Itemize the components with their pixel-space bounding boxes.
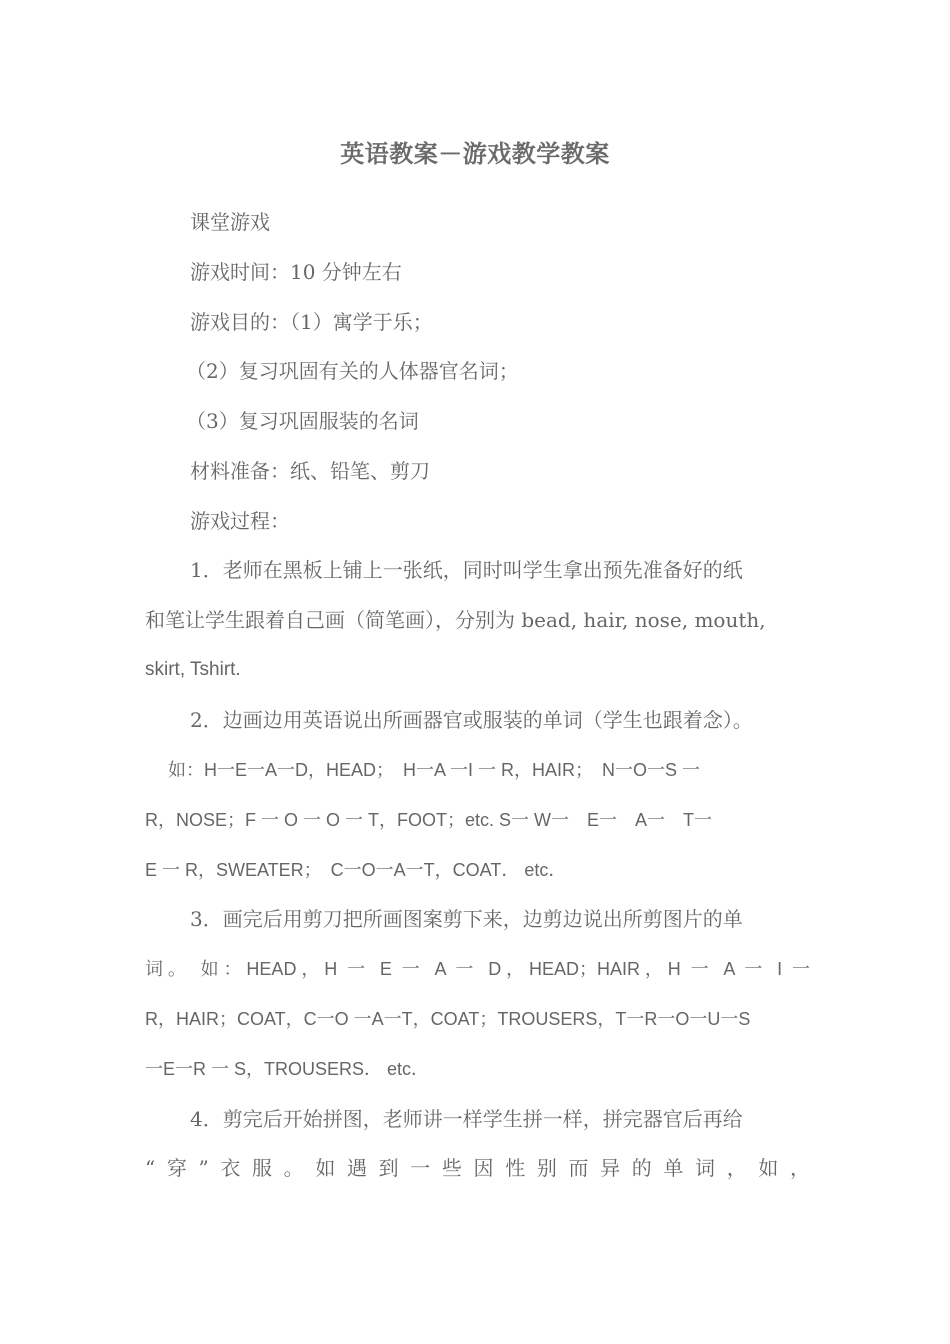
text-line: 游戏过程： [190,509,290,533]
document-title: 英语教案－游戏教学教案 [340,139,610,168]
text-line: 游戏目的：（1）寓学于乐； [190,310,433,334]
text-line: 1．老师在黑板上铺上一张纸，同时叫学生拿出预先准备好的纸 [190,558,743,582]
text-line: 和笔让学生跟着自己画（简笔画），分别为 bead, hair, nose, mouth, [145,608,766,632]
text-line: 材料准备：纸、铅笔、剪刀 [190,459,430,483]
text-line: R，HAIR；COAT，C一O 一A一T，COAT；TROUSERS，T一R一O一U一S [145,1009,751,1029]
text-line: （3）复习巩固服装的名词 [186,409,419,433]
text-line: 一E一R 一 S，TROUSERS． etc． [145,1059,430,1079]
text-line: 课堂游戏 [190,210,270,234]
text-line: skirt, Tshirt. [145,659,241,680]
text-line: 词。 如：HEAD，H 一 E 一 A 一 D，HEAD；HAIR，H 一 A 一 I 一 [145,959,810,979]
text-line: E 一 R，SWEATER； C一O一A一T，COAT． etc． [145,860,567,880]
text-line: 3．画完后用剪刀把所画图案剪下来，边剪边说出所剪图片的单 [190,907,743,931]
text-line: 4．剪完后开始拼图，老师讲一样学生拼一样，拼完器官后再给 [190,1107,743,1131]
text-line: 如：H一E一A一D，HEAD； H一A 一I 一 R，HAIR； N一O一S 一 [168,760,701,780]
text-line: “穿”衣服。如遇到一些因性别而异的单词，如， [145,1156,810,1180]
text-line: 游戏时间：10 分钟左右 [190,260,402,284]
text-line: （2）复习巩固有关的人体器官名词； [186,359,519,383]
text-line: R，NOSE；F 一 O 一 O 一 T，FOOT；etc. S一 W一 E一 A一 T一 [145,810,713,830]
text-line: 2．边画边用英语说出所画器官或服装的单词（学生也跟着念）。 [190,708,753,732]
